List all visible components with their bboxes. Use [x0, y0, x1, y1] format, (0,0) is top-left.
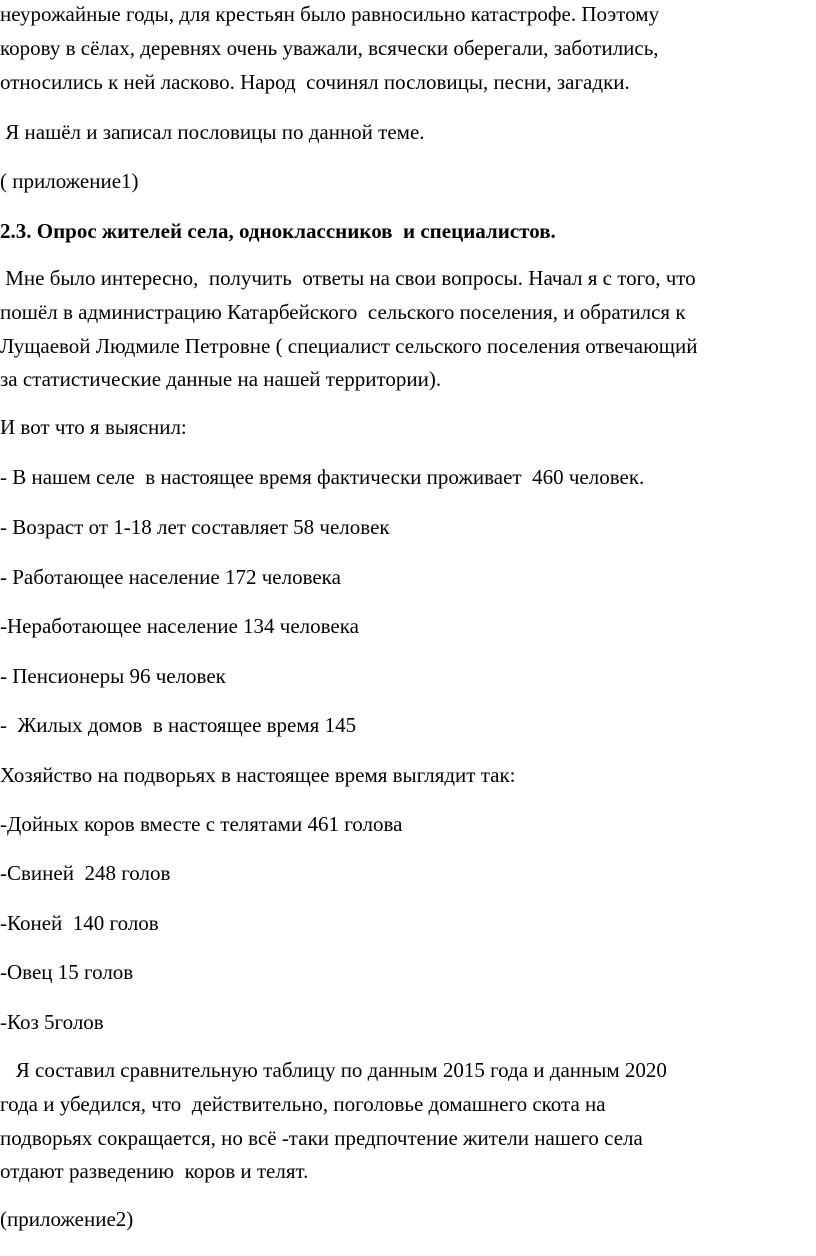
livestock-stat-sheep: -Овец 15 голов	[0, 960, 134, 984]
survey-paragraph-line-4: за статистические данные на нашей территории).	[0, 367, 442, 391]
livestock-stat-goats: -Коз 5голов	[0, 1010, 104, 1034]
population-stat-working: - Работающее население 172 человека	[0, 565, 341, 589]
population-stat-age-1-18: - Возраст от 1-18 лет составляет 58 человек	[0, 515, 390, 539]
intro-paragraph-line-2: корову в сёлах, деревнях очень уважали, всячески оберегали, заботились,	[0, 36, 659, 60]
survey-paragraph-line-3: Лущаевой Людмиле Петровне ( специалист сельского поселения отвечающий	[0, 334, 698, 358]
survey-paragraph-line-2: пошёл в администрацию Катарбейского сельского поселения, и обратился к	[0, 300, 686, 324]
intro-paragraph-line-1: неурожайные годы, для крестьян было равносильно катастрофе. Поэтому	[0, 2, 660, 26]
population-stat-non-working: -Неработающее население 134 человека	[0, 614, 359, 638]
conclusion-paragraph-line-3: подворьях сокращается, но всё -таки предпочтение жители нашего села	[0, 1126, 643, 1150]
conclusion-paragraph-line-1: Я составил сравнительную таблицу по данным 2015 года и данным 2020	[0, 1058, 667, 1082]
appendix1-reference: ( приложение1)	[0, 169, 139, 193]
survey-paragraph-line-1: Мне было интересно, получить ответы на свои вопросы. Начал я с того, что	[0, 266, 696, 290]
conclusion-paragraph-line-4: отдают разведению коров и телят.	[0, 1159, 309, 1183]
livestock-stat-cows: -Дойных коров вместе с телятами 461 голова	[0, 812, 403, 836]
intro-paragraph-line-3: относились к ней ласково. Народ сочинял пословицы, песни, загадки.	[0, 70, 630, 94]
appendix2-reference: (приложение2)	[0, 1207, 134, 1231]
livestock-intro: Хозяйство на подворьях в настоящее время выглядит так:	[0, 763, 516, 787]
section-heading: 2.3. Опрос жителей села, одноклассников и специалистов.	[0, 219, 556, 243]
proverbs-note: Я нашёл и записал пословицы по данной теме.	[0, 120, 425, 144]
livestock-stat-horses: -Коней 140 голов	[0, 911, 159, 935]
population-stat-residents: - В нашем селе в настоящее время фактически проживает 460 человек.	[0, 465, 645, 489]
findings-intro: И вот что я выяснил:	[0, 415, 187, 439]
population-stat-houses: - Жилых домов в настоящее время 145	[0, 713, 357, 737]
population-stat-pensioners: - Пенсионеры 96 человек	[0, 664, 226, 688]
conclusion-paragraph-line-2: года и убедился, что действительно, поголовье домашнего скота на	[0, 1092, 606, 1116]
livestock-stat-pigs: -Свиней 248 голов	[0, 861, 171, 885]
